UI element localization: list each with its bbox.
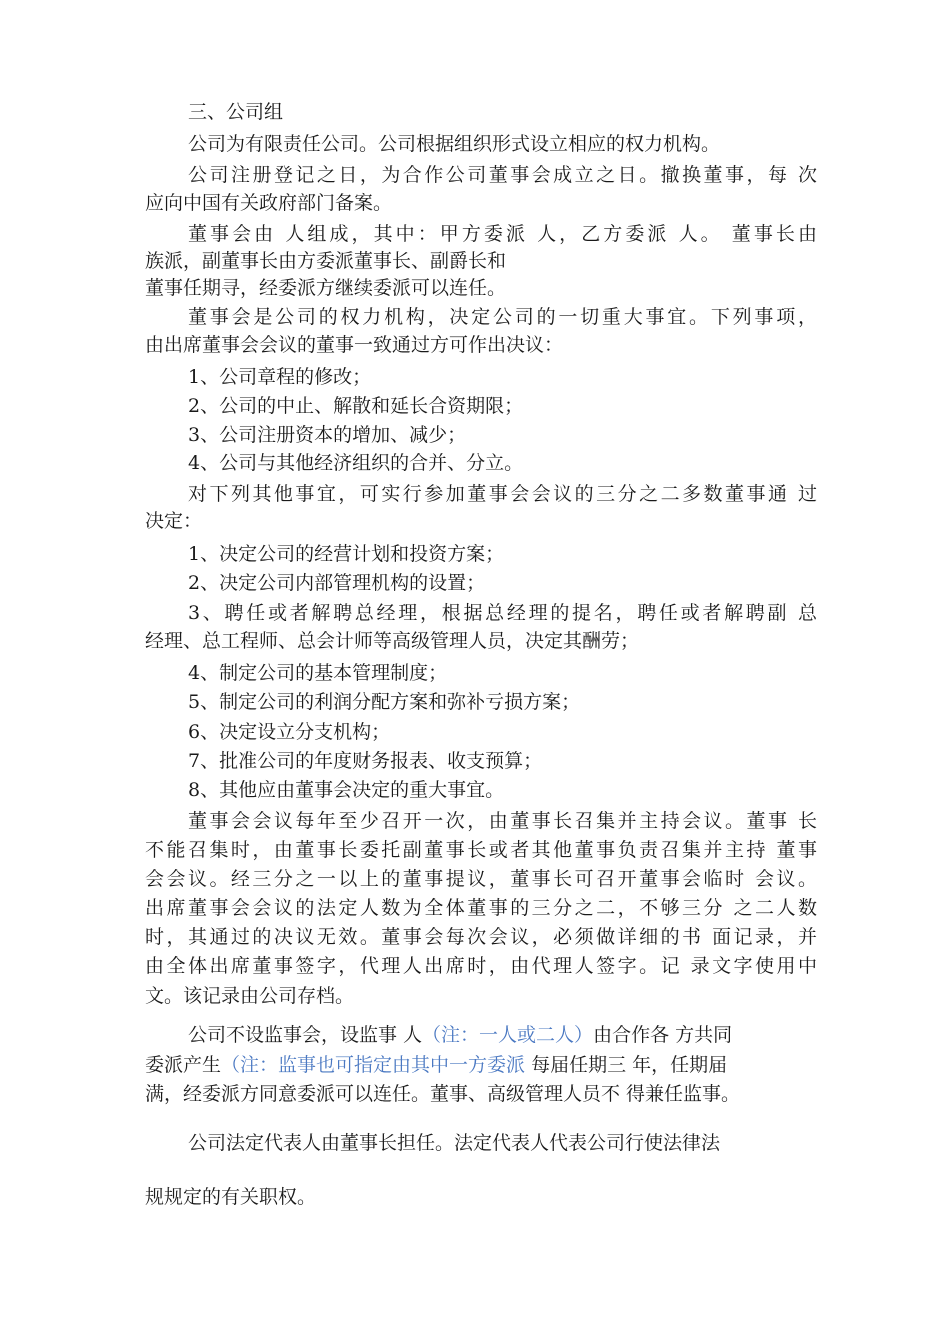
paragraph-line: 会会议。经三分之一以上的董事提议，董事长可召开董事会临时 会议。	[145, 868, 817, 890]
line-text: 委派产生	[145, 1054, 222, 1076]
paragraph-line: 时，其通过的决议无效。董事会每次会议，必须做详细的书 面记录，并	[145, 926, 817, 948]
line-text: 由合作各 方共同	[593, 1024, 733, 1046]
paragraph-line: 应向中国有关政府部门备案。	[145, 192, 393, 214]
line-text: 每届任期三 年，任期届	[525, 1054, 728, 1076]
list-item: 6、决定设立分支机构；	[188, 721, 391, 743]
paragraph-line: 董事任期寻，经委派方继续委派可以连任。	[145, 277, 507, 299]
list-item: 1、决定公司的经营计划和投资方案；	[188, 543, 505, 565]
line-text: 公司不设监事会，设监事 人	[188, 1024, 423, 1046]
paragraph-line: 公司注册登记之日，为合作公司董事会成立之日。撤换董事，每 次	[188, 164, 817, 186]
list-item: 4、制定公司的基本管理制度；	[188, 662, 448, 684]
annotation-note: （注：一人或二人）	[422, 1024, 594, 1046]
list-item: 2、公司的中止、解散和延长合资期限；	[188, 395, 524, 417]
paragraph-line: 族派，副董事长由方委派董事长、副爵长和	[145, 250, 507, 272]
paragraph-line: 满，经委派方同意委派可以连任。董事、高级管理人员不 得兼任监事。	[145, 1083, 741, 1105]
paragraph-line: 董事会会议每年至少召开一次，由董事长召集并主持会议。董事 长	[188, 810, 817, 832]
paragraph-line	[188, 1020, 732, 1050]
list-item: 3、公司注册资本的增加、减少；	[188, 424, 467, 446]
list-item: 8、其他应由董事会决定的重大事宜。	[188, 779, 505, 801]
paragraph-line: 对下列其他事宜，可实行参加董事会会议的三分之二多数董事通 过	[188, 483, 817, 505]
paragraph-line: 由全体出席董事签字，代理人出席时，由代理人签字。记 录文字使用中	[145, 955, 817, 977]
paragraph-line: 出席董事会会议的法定人数为全体董事的三分之二，不够三分 之二人数	[145, 897, 817, 919]
annotation-note: （注：监事也可指定由其中一方委派	[221, 1054, 526, 1076]
section-heading: 三、公司组	[188, 101, 284, 123]
paragraph-line: 不能召集时，由董事长委托副董事长或者其他董事负责召集并主持 董事	[145, 839, 817, 861]
list-item: 7、批准公司的年度财务报表、收支预算；	[188, 750, 543, 772]
paragraph-line: 规规定的有关职权。	[145, 1186, 317, 1208]
paragraph-line: 公司为有限责任公司。公司根据组织形式设立相应的权力机构。	[188, 133, 721, 155]
list-item: 2、决定公司内部管理机构的设置；	[188, 572, 486, 594]
paragraph-line: 董事会是公司的权力机构，决定公司的一切重大事宜。下列事项，	[188, 306, 817, 328]
list-item: 3、聘任或者解聘总经理，根据总经理的提名，聘任或者解聘副 总	[188, 602, 817, 624]
paragraph-line: 经理、总工程师、总会计师等高级管理人员，决定其酬劳；	[145, 630, 640, 652]
list-item: 5、制定公司的利润分配方案和弥补亏损方案；	[188, 691, 581, 713]
paragraph-line: 由出席董事会会议的董事一致通过方可作出决议：	[145, 334, 564, 356]
paragraph-line: 决定：	[145, 510, 203, 532]
paragraph-line	[145, 1050, 727, 1080]
list-item: 4、公司与其他经济组织的合并、分立。	[188, 452, 524, 474]
paragraph-line: 公司法定代表人由董事长担任。法定代表人代表公司行使法律法	[188, 1132, 721, 1154]
paragraph-line: 文。该记录由公司存档。	[145, 985, 355, 1007]
paragraph-line: 董事会由 人组成，其中：甲方委派 人，乙方委派 人。 董事长由	[188, 223, 817, 245]
list-item: 1、公司章程的修改；	[188, 366, 372, 388]
